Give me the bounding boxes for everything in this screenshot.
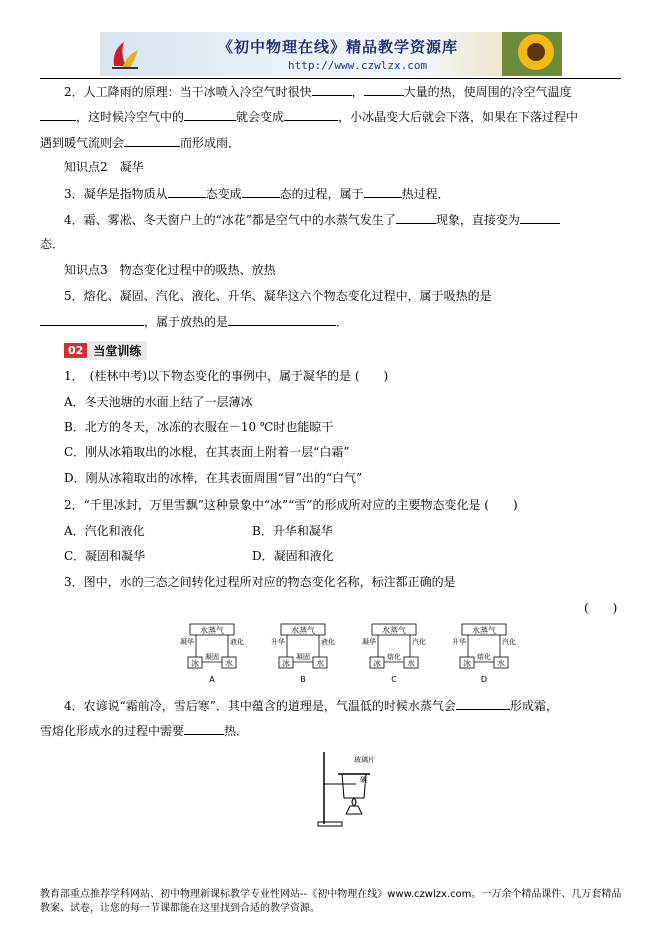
vapor-box: 水蒸气: [291, 626, 315, 635]
water-box: 水: [225, 659, 233, 668]
header-rule: [40, 78, 621, 79]
t1-option-b: B．北方的冬天，冰冻的衣服在－10 ℃时也能晾干: [64, 420, 334, 434]
ice-box: 冰: [191, 659, 199, 668]
ice-box: 冰: [282, 659, 290, 668]
iron-stand-icon: [318, 752, 356, 826]
knowledge-point-2: 知识点2 凝华: [64, 160, 144, 174]
diagram-label: C: [391, 675, 397, 684]
t4-line1: 4．农谚说“霜前冷，雪后寒”．其中蕴含的道理是，气温低的时候水蒸气会 形成霜，: [64, 699, 558, 713]
vapor-box: 水蒸气: [382, 626, 406, 635]
water-box: 水: [497, 659, 505, 668]
q4-line2: 态．: [40, 237, 65, 251]
middle-process: 熔化: [387, 653, 401, 661]
diagram-label: B: [300, 675, 306, 684]
t2-stem: 2．“千里冰封，万里雪飘”这种景象中“冰”“雪”的形成所对应的主要物态变化是 ( ): [64, 498, 518, 512]
q5-line1: 5．熔化、凝固、汽化、液化、升华、凝华这六个物态变化过程中，属于吸热的是: [64, 289, 492, 303]
t2-option-c: C．凝固和凝华: [64, 549, 146, 563]
left-process-top: 升华: [452, 638, 466, 646]
t1-option-d: D．刚从冰箱取出的冰棒，在其表面周围“冒”出的“白气”: [64, 471, 363, 485]
glass-plate-label: 玻璃片: [354, 756, 375, 764]
t2-option-a: A．汽化和液化: [64, 524, 145, 538]
q3-line: 3．凝华是指物质从 态变成 态的过程，属于 热过程．: [64, 187, 450, 201]
ice-box: 冰: [373, 659, 381, 668]
section-number: 02: [64, 343, 87, 358]
t2-option-b: B．升华和凝华: [252, 524, 333, 538]
t3-answer-paren: ( ): [584, 601, 618, 615]
phase-diagram-a: [180, 622, 244, 692]
section-header: [64, 341, 147, 359]
t1-option-c: C．刚从冰箱取出的冰棍，在其表面上附着一层“白霜”: [64, 445, 350, 459]
page-footer: 教育部重点推荐学科网站、初中物理新课标教学专业性网站--《初中物理在线》www.czwlzx.com。一万余个精品课件、几万套精品教案、试卷，让您的每一节课都能在这里找到合适的教学资源。: [40, 889, 622, 914]
vapor-box: 水蒸气: [472, 626, 496, 635]
right-process: 汽化: [412, 638, 426, 646]
iodine-label: 碘: [360, 776, 367, 784]
banner-url[interactable]: http://www.czwlzx.com: [288, 59, 428, 72]
burner-icon: [346, 798, 362, 814]
phase-diagram-b: [271, 622, 335, 692]
phase-diagram-d: [452, 622, 516, 692]
q2-line1: 2．人工降雨的原理：当干冰喷入冷空气时很快 ， 大量的热，使周围的冷空气温度: [64, 85, 572, 99]
left-process-top: 凝华: [362, 638, 376, 646]
site-logo-icon: [108, 36, 142, 72]
iodine-sublimation-apparatus: [316, 748, 392, 830]
left-process-top: 凝华: [180, 638, 194, 646]
q4-line1: 4．霜、雾凇、冬天窗户上的“冰花”都是空气中的水蒸气发生了 现象，直接变为: [64, 211, 649, 228]
header-banner: [100, 32, 562, 76]
middle-process: 熔化: [477, 653, 491, 661]
water-box: 水: [407, 659, 415, 668]
t4-line2: 雪熔化形成水的过程中需要 热．: [40, 724, 249, 738]
banner-title: 《初中物理在线》精品教学资源库: [218, 38, 459, 56]
diagram-label: D: [480, 675, 488, 684]
water-box: 水: [316, 659, 324, 668]
middle-process: 凝固: [205, 653, 219, 661]
diagram-label: A: [209, 675, 215, 684]
phase-diagram-c: [362, 622, 426, 692]
left-process-top: 升华: [271, 638, 285, 646]
q2-line3: 遇到暖气流则会 而形成雨．: [40, 136, 241, 150]
ice-box: 冰: [463, 659, 471, 668]
t1-option-a: A．冬天池塘的水面上结了一层薄冰: [64, 395, 253, 409]
section-label: 当堂训练: [87, 341, 147, 360]
vapor-box: 水蒸气: [200, 626, 224, 635]
sunflower-icon: [502, 32, 562, 76]
t2-option-d: D．凝固和液化: [252, 549, 334, 563]
knowledge-point-3: 知识点3 物态变化过程中的吸热、放热: [64, 263, 276, 277]
right-process: 液化: [321, 638, 335, 646]
t1-stem: 1． (桂林中考)以下物态变化的事例中，属于凝华的是 ( ): [64, 369, 389, 383]
middle-process: 凝固: [296, 653, 310, 661]
right-process: 液化: [230, 638, 244, 646]
q5-line2: ，属于放热的是 ．: [40, 313, 625, 330]
q2-line2: ，这时候冷空气中的 就会变成 ，小冰晶变大后就会下落，如果在下落过程中: [40, 108, 625, 125]
t3-stem: 3．图中，水的三态之间转化过程所对应的物态变化名称，标注都正确的是: [64, 575, 456, 589]
right-process: 汽化: [502, 638, 516, 646]
